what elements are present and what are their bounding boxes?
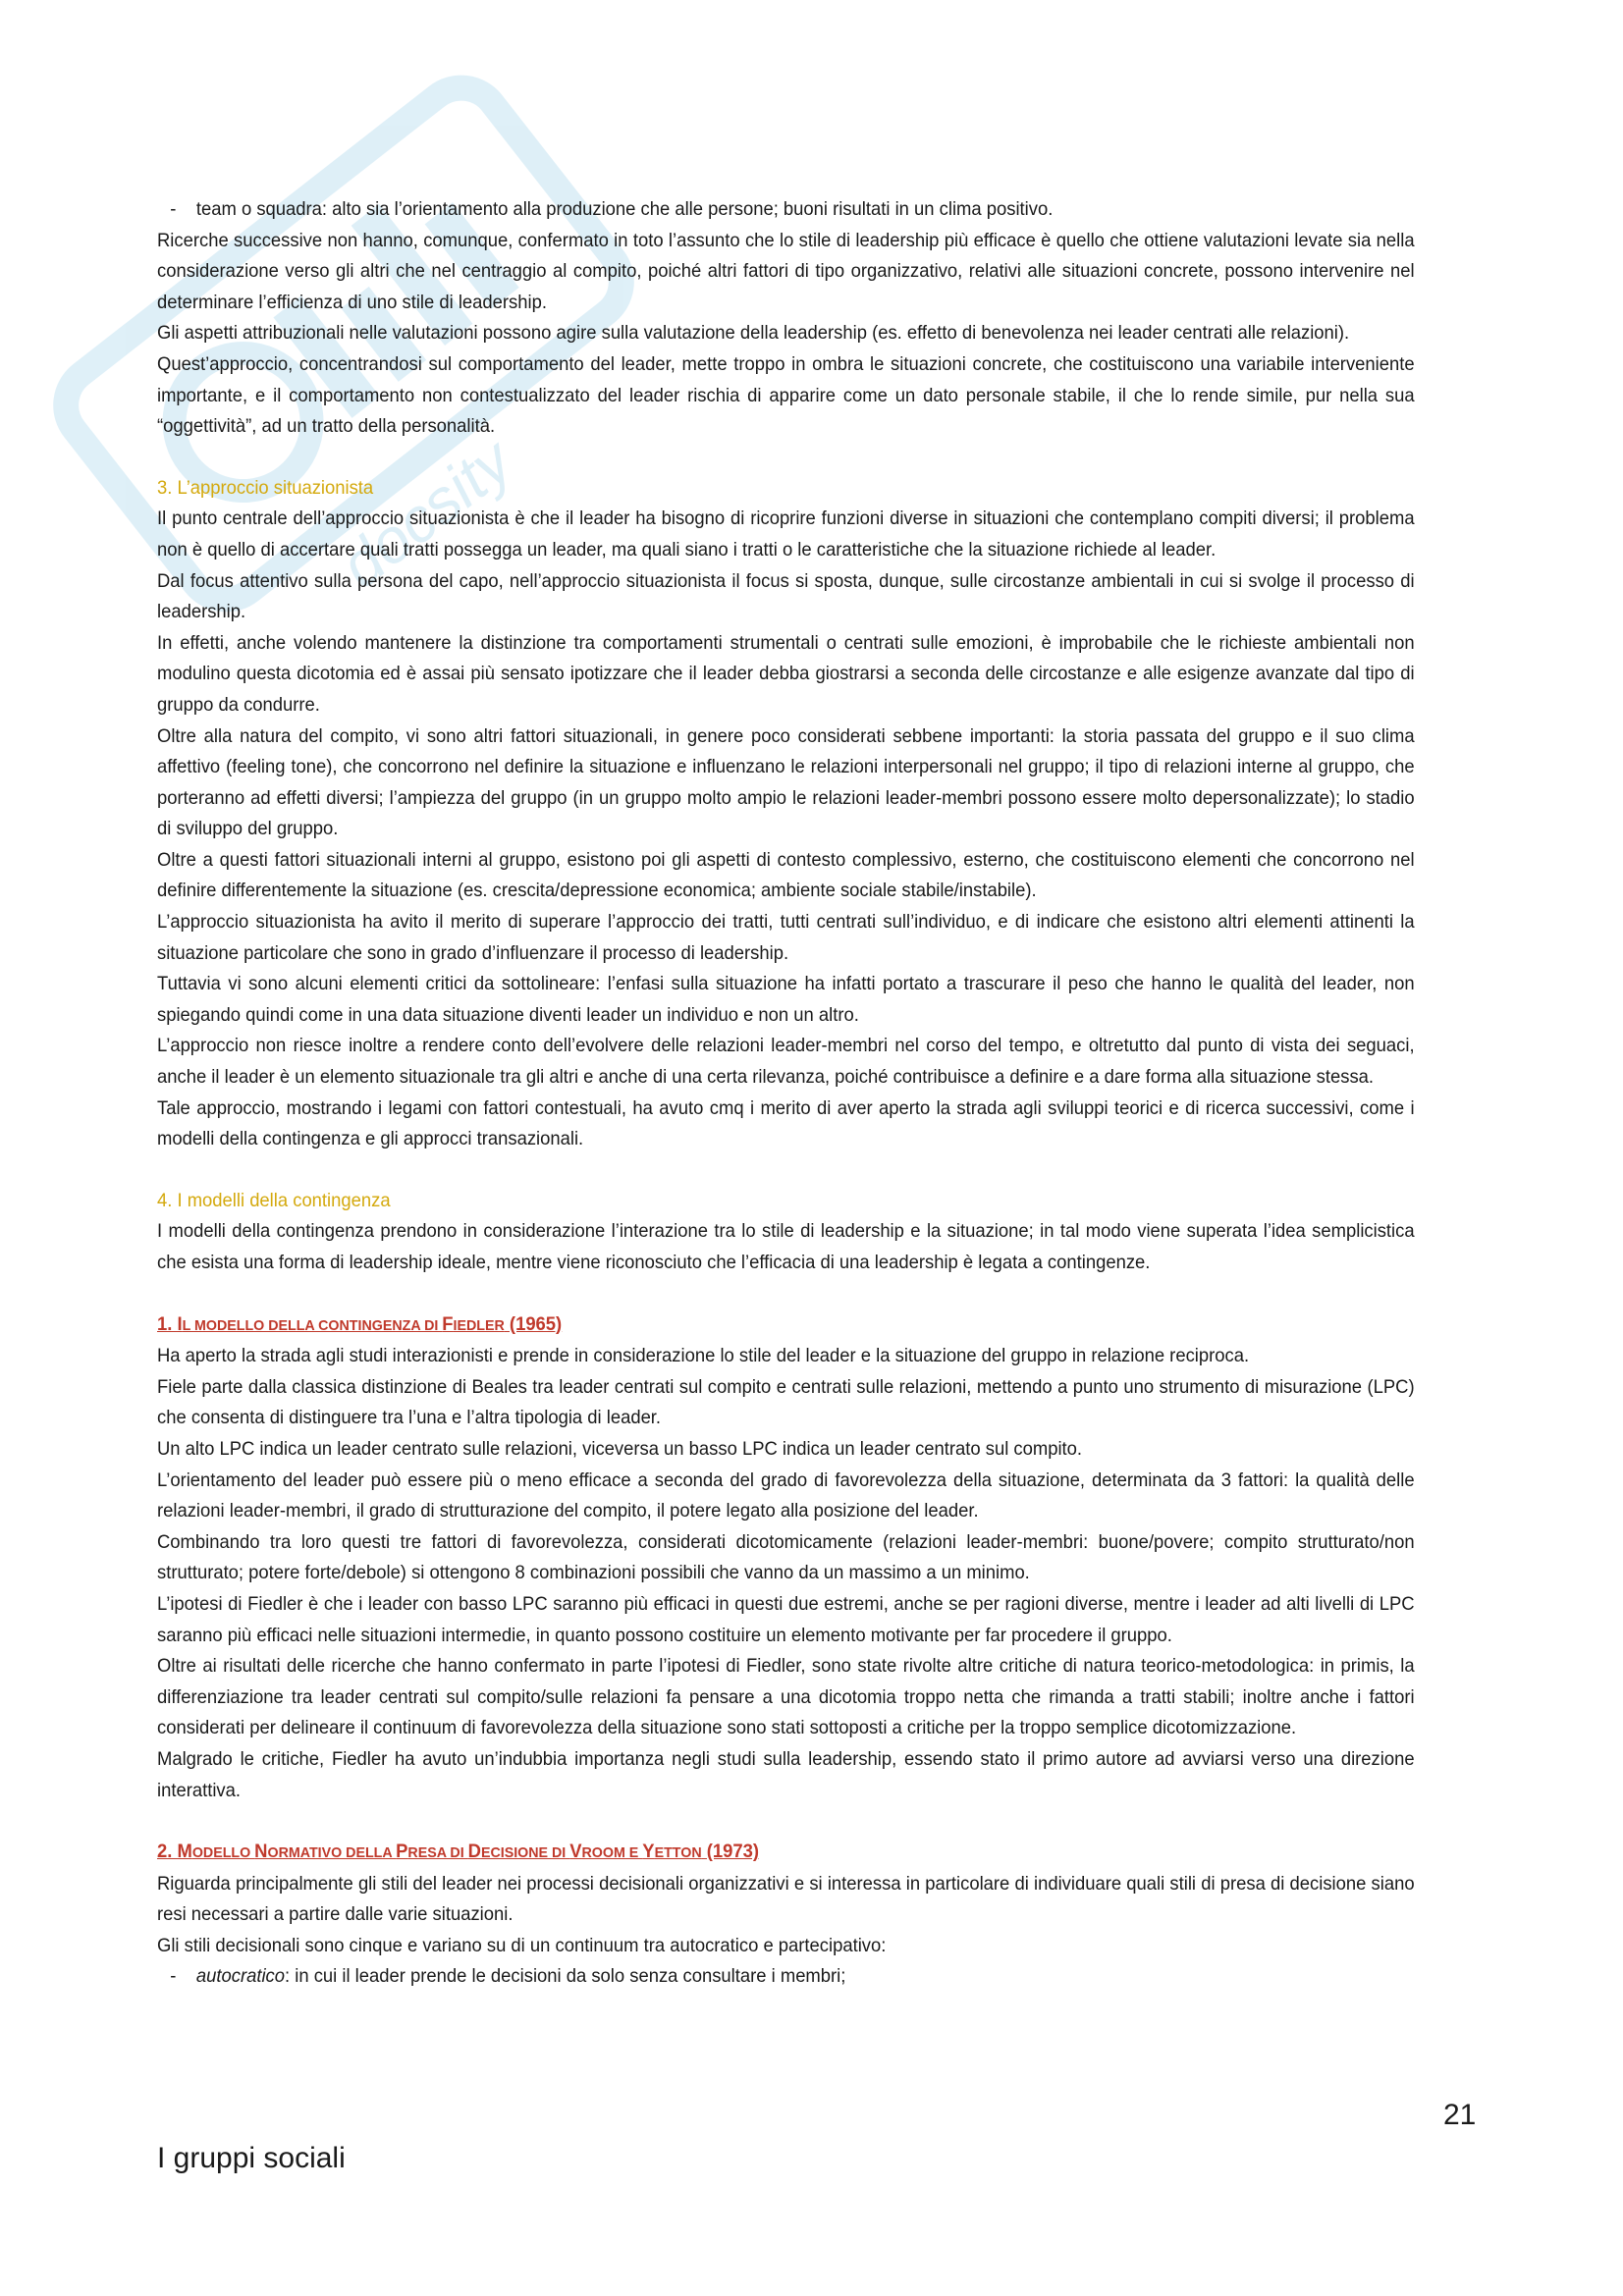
fiedler-title-part: IEDLER [453, 1316, 505, 1334]
fiedler-title-part: (1965) [504, 1312, 563, 1335]
vroom-paragraph-2: Gli stili decisionali sono cinque e variano su di un continuum tra autocratico e partecipativo: [157, 1934, 887, 1956]
fiedler-subtitle [157, 1309, 1415, 1342]
bullet-autocratico-text: : in cui il leader prende le decisioni da solo senza consultare i membri; [285, 1965, 846, 1988]
section-3-paragraph-3: In effetti, anche volendo mantenere la distinzione tra comportamenti strumentali o centrati sulle emozioni, è improbabile che le richieste ambientali non modulino questa dicotomia ed è assai più sensato ipotizzare che il leader debba giostrarsi a seconda delle circostanze e alle esigenze avanzate dal tipo di gruppo da condurre. [157, 631, 1415, 716]
fiedler-paragraph-5: Combinando tra loro questi tre fattori di favorevolezza, considerati dicotomicamente (relazioni leader-membri: buone/povere; compito strutturato/non strutturato; potere forte/debole) si ottengono 8 combinazioni possibili che vanno da un massimo a un minimo. [157, 1530, 1415, 1584]
vroom-title-part: ECISIONE DI [480, 1844, 570, 1862]
page-content [157, 194, 1415, 1993]
section-4-title: 4. I modelli della contingenza [157, 1189, 391, 1211]
fiedler-title-part: I [177, 1312, 183, 1335]
vroom-yetton-subtitle [157, 1837, 1415, 1869]
fiedler-title-part: L MODELLO DELLA CONTINGENZA DI [182, 1316, 443, 1334]
intro-paragraph-2: Gli aspetti attribuzionali nelle valutazioni possono agire sulla valutazione della leadership (es. effetto di benevolenza nei leader centrati alle relazioni). [157, 322, 1350, 345]
section-3-paragraph-1: Il punto centrale dell’approccio situazionista è che il leader ha bisogno di ricoprire funzioni diverse in situazioni che contemplano compiti diversi; il problema non è quello di accertare quali tratti possegga un leader, ma quali siano i tratti o le caratteristiche che la situazione richiede al leader. [157, 507, 1415, 561]
fiedler-paragraph-7: Oltre ai risultati delle ricerche che hanno confermato in parte l’ipotesi di Fiedler, sono state rivolte altre critiche di natura teorico-metodologica: in primis, la differenziazione tra leader centrati sul compito/sulle relazioni fa pensare a una dicotomia troppo netta che rimanda a tratti stabili; inoltre anche i fattori considerati per delineare il continuum di favorevolezza della situazione sono stati sottoposti a critiche per la troppo semplice dicotomizzazione. [157, 1655, 1415, 1739]
watermark-text: docsity [327, 425, 525, 602]
section-3-paragraph-2: Dal focus attentivo sulla persona del capo, nell’approccio situazionista il focus si sposta, dunque, sulle circostanze ambientali in cui si svolge il processo di leadership. [157, 569, 1415, 623]
fiedler-paragraph-3: Un alto LPC indica un leader centrato sulle relazioni, viceversa un basso LPC indica un leader centrato sul compito. [157, 1437, 1083, 1460]
fiedler-paragraph-8: Malgrado le critiche, Fiedler ha avuto un’indubbia importanza negli studi sulla leadership, essendo stato il primo autore ad avviarsi verso una direzione interattiva. [157, 1747, 1415, 1801]
vroom-title-part: D [467, 1841, 481, 1863]
intro-paragraph-1: Ricerche successive non hanno, comunque, confermato in toto l’assunto che lo stile di leadership più efficace è quello che ottiene valutazioni levate sia nella considerazione verso gli altri che nel centraggio al compito, poiché altri fattori di tipo organizzativo, relativi alle situazioni concrete, possono intervenire nel determinare l’efficienza di uno stile di leadership. [157, 229, 1415, 313]
section-3-paragraph-5: Oltre a questi fattori situazionali interni al gruppo, esistono poi gli aspetti di contesto complessivo, esterno, che costituiscono elementi che concorrono nel definire differentemente la situazione (es. crescita/depressione economica; ambiente sociale stabile/instabile). [157, 848, 1415, 902]
vroom-title-part: Y [642, 1841, 655, 1863]
section-4-paragraph-1: I modelli della contingenza prendono in considerazione l’interazione tra lo stile di leadership e la situazione; in tal modo viene superata l’idea semplicistica che esista una forma di leadership ideale, mentre viene riconosciuto che l’efficacia di una leadership è legata a contingenze. [157, 1220, 1415, 1273]
fiedler-paragraph-2: Fiele parte dalla classica distinzione di Beales tra leader centrati sul compito e centrati sulle relazioni, mettendo a punto uno strumento di misurazione (LPC) che consenta di distinguere tra l’una e l’altra tipologia di leader. [157, 1375, 1415, 1429]
section-3-paragraph-6: L’approccio situazionista ha avito il merito di superare l’approccio dei tratti, tutti centrati sull’individuo, e di indicare che esistono altri elementi attinenti la situazione particolare che sono in grado d’influenzare il processo di leadership. [157, 911, 1415, 964]
section-3-paragraph-8: L’approccio non riesce inoltre a rendere conto dell’evolvere delle relazioni leader-membri nel corso del tempo, e oltretutto dal punto di vista dei seguaci, anche il leader è un elemento situazionale tra gli altri e anche di una certa rilevanza, poiché contribuisce a definire e a dare forma alla situazione stessa. [157, 1035, 1415, 1089]
vroom-title-part: RESA DI [407, 1844, 468, 1862]
section-3-title: 3. L’approccio situazionista [157, 476, 374, 499]
vroom-title-part: ORMATIVO DELLA [267, 1844, 397, 1862]
bullet-autocratico [157, 1961, 1415, 1993]
page-number: 21 [1443, 2099, 1477, 2131]
footer-document-title: I gruppi sociali [157, 2142, 346, 2174]
bullet-dash: - [170, 198, 177, 220]
section-3-paragraph-9: Tale approccio, mostrando i legami con fattori contestuali, ha avuto cmq i merito di aver aperto la strada agli sviluppi teorici e di ricerca successivi, come i modelli della contingenza e gli approcci transazionali. [157, 1096, 1415, 1150]
intro-paragraph-3: Quest’approccio, concentrandosi sul comportamento del leader, mette troppo in ombra le situazioni concrete, che costituiscono una variabile interveniente importante, e il comportamento non contestualizzato del leader rischia di apparire come un dato personale stabile, il che lo rende simile, pur nella sua “oggettività”, ad un tratto della personalità. [157, 352, 1415, 438]
vroom-title-part: M [177, 1841, 192, 1863]
vroom-title-part: N [254, 1841, 268, 1863]
section-3-paragraph-4: Oltre alla natura del compito, vi sono altri fattori situazionali, in genere poco considerati sebbene importanti: la storia passata del gruppo e il suo clima affettivo (feeling tone), che concorrono nel definire la situazione e influenzano le relazioni interpersonali nel gruppo; il tipo di relazioni interne al gruppo, che porteranno ad effetti diversi; l’ampiezza del gruppo (in un gruppo molto ampio le relazioni leader-membri possono essere molto depersonalizzate); lo stadio di sviluppo del gruppo. [157, 724, 1415, 840]
fiedler-title-part: F [442, 1312, 454, 1335]
vroom-title-part: ROOM E [581, 1844, 643, 1862]
bullet-team-text: team o squadra: alto sia l’orientamento alla produzione che alle persone; buoni risultati in un clima positivo. [195, 198, 1054, 220]
bullet-dash: - [170, 1965, 177, 1988]
vroom-paragraph-1: Riguarda principalmente gli stili del leader nei processi decisionali organizzativi e si interessa in particolare di individuare quali stili di presa di decisione siano resi necessari a partire dalle varie situazioni. [157, 1872, 1415, 1926]
vroom-title-part: (1973) [701, 1841, 759, 1863]
fiedler-paragraph-6: L’ipotesi di Fiedler è che i leader con basso LPC saranno più efficaci in questi due estremi, anche se per ragioni diverse, mentre i leader ad alti livelli di LPC saranno più efficaci nelle situazioni intermedie, in quanto possono costituire un elemento motivante per far procedere il gruppo. [157, 1592, 1415, 1646]
bullet-team [157, 194, 1415, 226]
section-3-paragraph-7: Tuttavia vi sono alcuni elementi critici da sottolineare: l’enfasi sulla situazione ha infatti portato a trascurare il peso che hanno le qualità del leader, non spiegando quindi come in una data situazione diventi leader un individuo e non un altro. [157, 973, 1415, 1026]
vroom-title-part: 2. [157, 1841, 178, 1863]
fiedler-paragraph-1: Ha aperto la strada agli studi interazionisti e prende in considerazione lo stile del leader e la situazione del gruppo in relazione reciproca. [157, 1345, 1250, 1367]
bullet-autocratico-term: autocratico [195, 1965, 286, 1988]
vroom-title-part: ODELLO [191, 1844, 255, 1862]
vroom-title-part: V [569, 1841, 582, 1863]
fiedler-paragraph-4: L’orientamento del leader può essere più o meno efficace a seconda del grado di favorevolezza della situazione, determinata da 3 fattori: la qualità delle relazioni leader-membri, il grado di strutturazione del compito, il potere legato alla posizione del leader. [157, 1468, 1415, 1522]
fiedler-title-part: 1. [157, 1312, 178, 1335]
vroom-title-part: ETTON [654, 1844, 702, 1862]
vroom-title-part: P [396, 1841, 408, 1863]
